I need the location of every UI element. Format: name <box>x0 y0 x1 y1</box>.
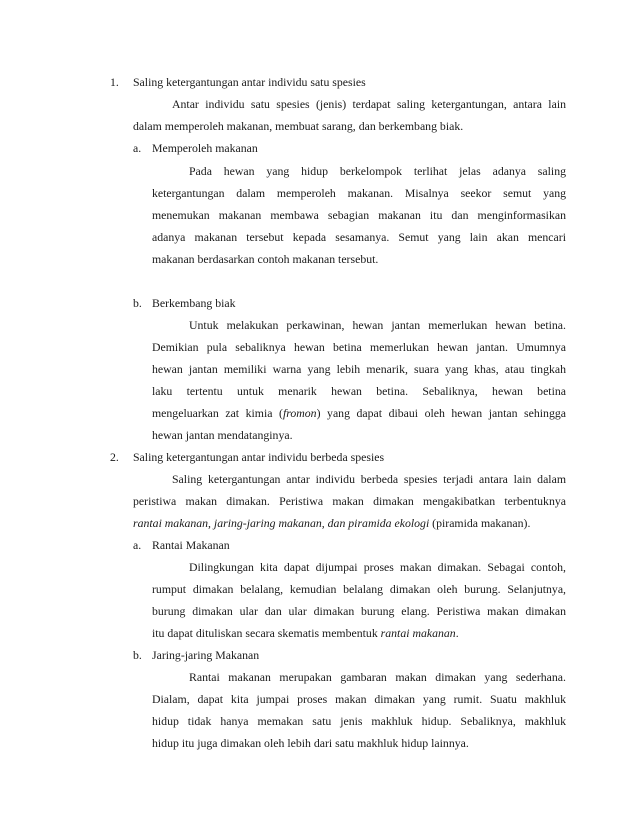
item-1b-line-2: Demikian pula sebaliknya hewan betina memerlukan hewan jantan. Umumnya <box>152 340 566 354</box>
item-1b-letter: b. <box>133 296 142 310</box>
item-2b-line-3: hidup tidak hanya memakan satu jenis makhluk hidup. Sebaliknya, makhluk <box>152 714 566 728</box>
item-2a-line-4 <box>152 622 459 644</box>
item-1b-line-5-italic: fromon <box>282 406 317 420</box>
section-1-heading: Saling ketergantungan antar individu satu spesies <box>133 75 366 89</box>
item-1b-line-5 <box>152 402 566 424</box>
section-2-intro-italic: rantai makanan, jaring-jaring makanan, dan piramida ekologi <box>133 516 430 530</box>
item-2b-line-2: Dialam, dapat kita jumpai proses makan dimakan yang rumit. Suatu makhluk <box>152 692 566 706</box>
section-2-intro-line-3 <box>133 512 530 534</box>
section-2-intro-post: (piramida makanan). <box>429 516 531 530</box>
item-2b-line-4: hidup itu juga dimakan oleh lebih dari satu makhluk hidup lainnya. <box>152 736 469 750</box>
item-2b-line-1: Rantai makanan merupakan gambaran makan dimakan yang sederhana. <box>189 670 566 684</box>
item-1b-line-6: hewan jantan mendatanginya. <box>152 428 293 442</box>
item-1b-line-4: laku tertentu untuk menarik hewan betina. Sebaliknya, hewan betina <box>152 384 566 398</box>
item-1b-line-1: Untuk melakukan perkawinan, hewan jantan memerlukan hewan betina. <box>189 318 566 332</box>
item-2b-title: Jaring-jaring Makanan <box>152 648 260 662</box>
item-2a-line-3: burung dimakan ular dan ular dimakan burung elang. Peristiwa makan dimakan <box>152 604 566 618</box>
item-2a-line-4-pre: itu dapat dituliskan secara skematis membentuk <box>152 626 381 640</box>
item-2a-line-4-post: . <box>455 626 459 640</box>
item-1a-line-4: adanya makanan tersebut kepada sesamanya. Semut yang lain akan mencari <box>152 230 566 244</box>
item-1a-letter: a. <box>133 141 142 155</box>
item-1a-line-2: ketergantungan dalam memperoleh makanan. Misalnya seekor semut yang <box>152 186 566 200</box>
item-2a-line-1: Dilingkungan kita dapat dijumpai proses makan dimakan. Sebagai contoh, <box>189 560 566 574</box>
section-2-number: 2. <box>110 450 119 464</box>
item-2b-letter: b. <box>133 648 142 662</box>
item-1b-line-5-pre: mengeluarkan zat kimia ( <box>152 406 283 420</box>
section-1-number: 1. <box>110 75 119 89</box>
item-2a-line-2: rumput dimakan belalang, kemudian belalang dimakan oleh burung. Selanjutnya, <box>152 582 566 596</box>
section-1-intro-line-1: Antar individu satu spesies (jenis) terdapat saling ketergantungan, antara lain <box>172 97 566 111</box>
section-1-intro-line-2: dalam memperoleh makanan, membuat sarang, dan berkembang biak. <box>133 119 464 133</box>
item-1a-line-3: menemukan makanan membawa sebagian makanan itu dan menginformasikan <box>152 208 566 222</box>
item-1a-line-5: makanan berdasarkan contoh makanan tersebut. <box>152 252 379 266</box>
item-2a-title: Rantai Makanan <box>152 538 230 552</box>
item-1a-line-1: Pada hewan yang hidup berkelompok terlihat jelas adanya saling <box>189 164 566 178</box>
item-2a-letter: a. <box>133 538 142 552</box>
section-2-heading: Saling ketergantungan antar individu berbeda spesies <box>133 450 385 464</box>
item-1b-line-3: hewan jantan memiliki warna yang lebih menarik, suara yang khas, atau tingkah <box>152 362 566 376</box>
section-2-intro-line-2: peristiwa makan dimakan. Peristiwa makan dimakan mengakibatkan terbentuknya <box>133 494 566 508</box>
item-2a-line-4-italic: rantai makanan <box>380 626 456 640</box>
item-1a-title: Memperoleh makanan <box>152 141 258 155</box>
item-1b-title: Berkembang biak <box>152 296 236 310</box>
section-2-intro-line-1: Saling ketergantungan antar individu berbeda spesies terjadi antara lain dalam <box>172 472 566 486</box>
item-1b-line-5-post: ) yang dapat dibaui oleh hewan jantan sehingga <box>316 406 566 420</box>
